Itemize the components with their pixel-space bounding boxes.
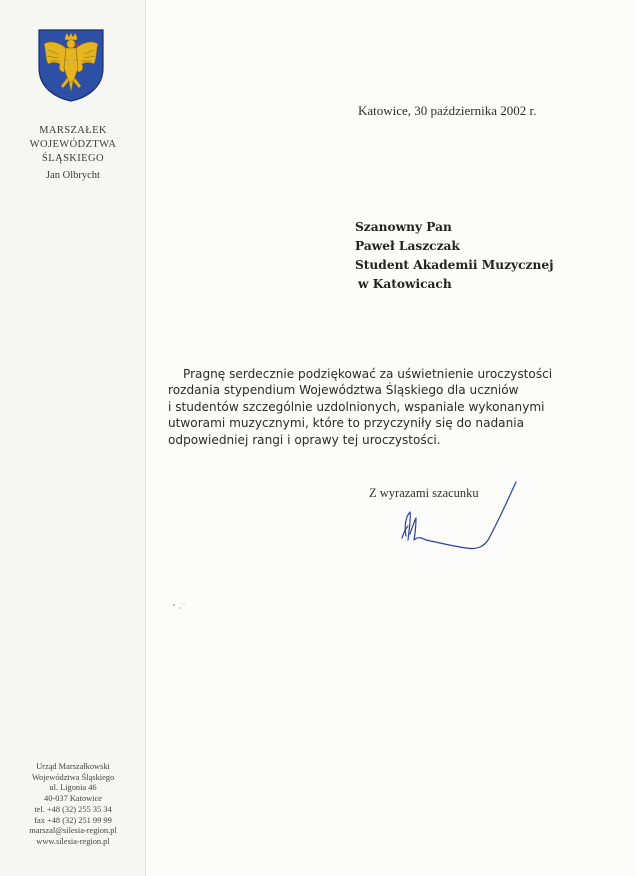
marshal-title-line: WOJEWÓDZTWA	[29, 139, 117, 150]
office-region: Województwa Śląskiego	[31, 772, 115, 782]
marshal-name: Jan Olbrycht	[46, 170, 100, 181]
marshal-title-line: MARSZAŁEK	[39, 125, 107, 136]
marshal-letterhead	[10, 124, 136, 183]
letter-date: Katowice, 30 października 2002 r.	[358, 103, 537, 118]
office-website: www.silesia-region.pl	[36, 836, 110, 846]
body-line: Pragnę serdecznie podziękować za uświetnienie uroczystości	[183, 367, 553, 381]
recipient-address	[355, 218, 554, 294]
recipient-salutation: Szanowny Pan	[355, 220, 452, 234]
recipient-affiliation: Student Akademii Muzycznej	[355, 258, 554, 272]
office-contact	[8, 762, 138, 848]
recipient-city: w Katowicach	[358, 277, 452, 291]
office-fax: fax +48 (32) 251 99 99	[34, 815, 112, 825]
office-name: Urząd Marszałkowski	[36, 762, 110, 771]
office-phone: tel. +48 (32) 255 35 34	[34, 804, 112, 814]
office-street: ul. Ligonia 46	[49, 783, 97, 793]
marshal-title-line: ŚLĄSKIEGO	[42, 153, 104, 164]
body-line: i studentów szczególnie uzdolnionych, wspaniale wykonanymi	[168, 399, 545, 414]
letter-body	[168, 366, 552, 448]
closing-phrase: Z wyrazami szacunku	[369, 486, 479, 500]
recipient-name: Paweł Laszczak	[355, 239, 460, 253]
office-email: marszal@silesia-region.pl	[29, 826, 117, 836]
handwritten-signature	[396, 476, 522, 562]
silesian-eagle-crest-icon	[36, 28, 106, 102]
office-postal: 40-037 Katowice	[44, 794, 102, 804]
body-line: rozdania stypendium Województwa Śląskiego dla uczniów	[168, 383, 519, 398]
body-line: utworami muzycznymi, które to przyczyniły się do nadania	[168, 416, 525, 431]
sidebar-divider	[145, 0, 146, 876]
paper-specks	[170, 600, 190, 612]
body-line: odpowiedniej rangi i oprawy tej uroczystości.	[168, 432, 441, 447]
